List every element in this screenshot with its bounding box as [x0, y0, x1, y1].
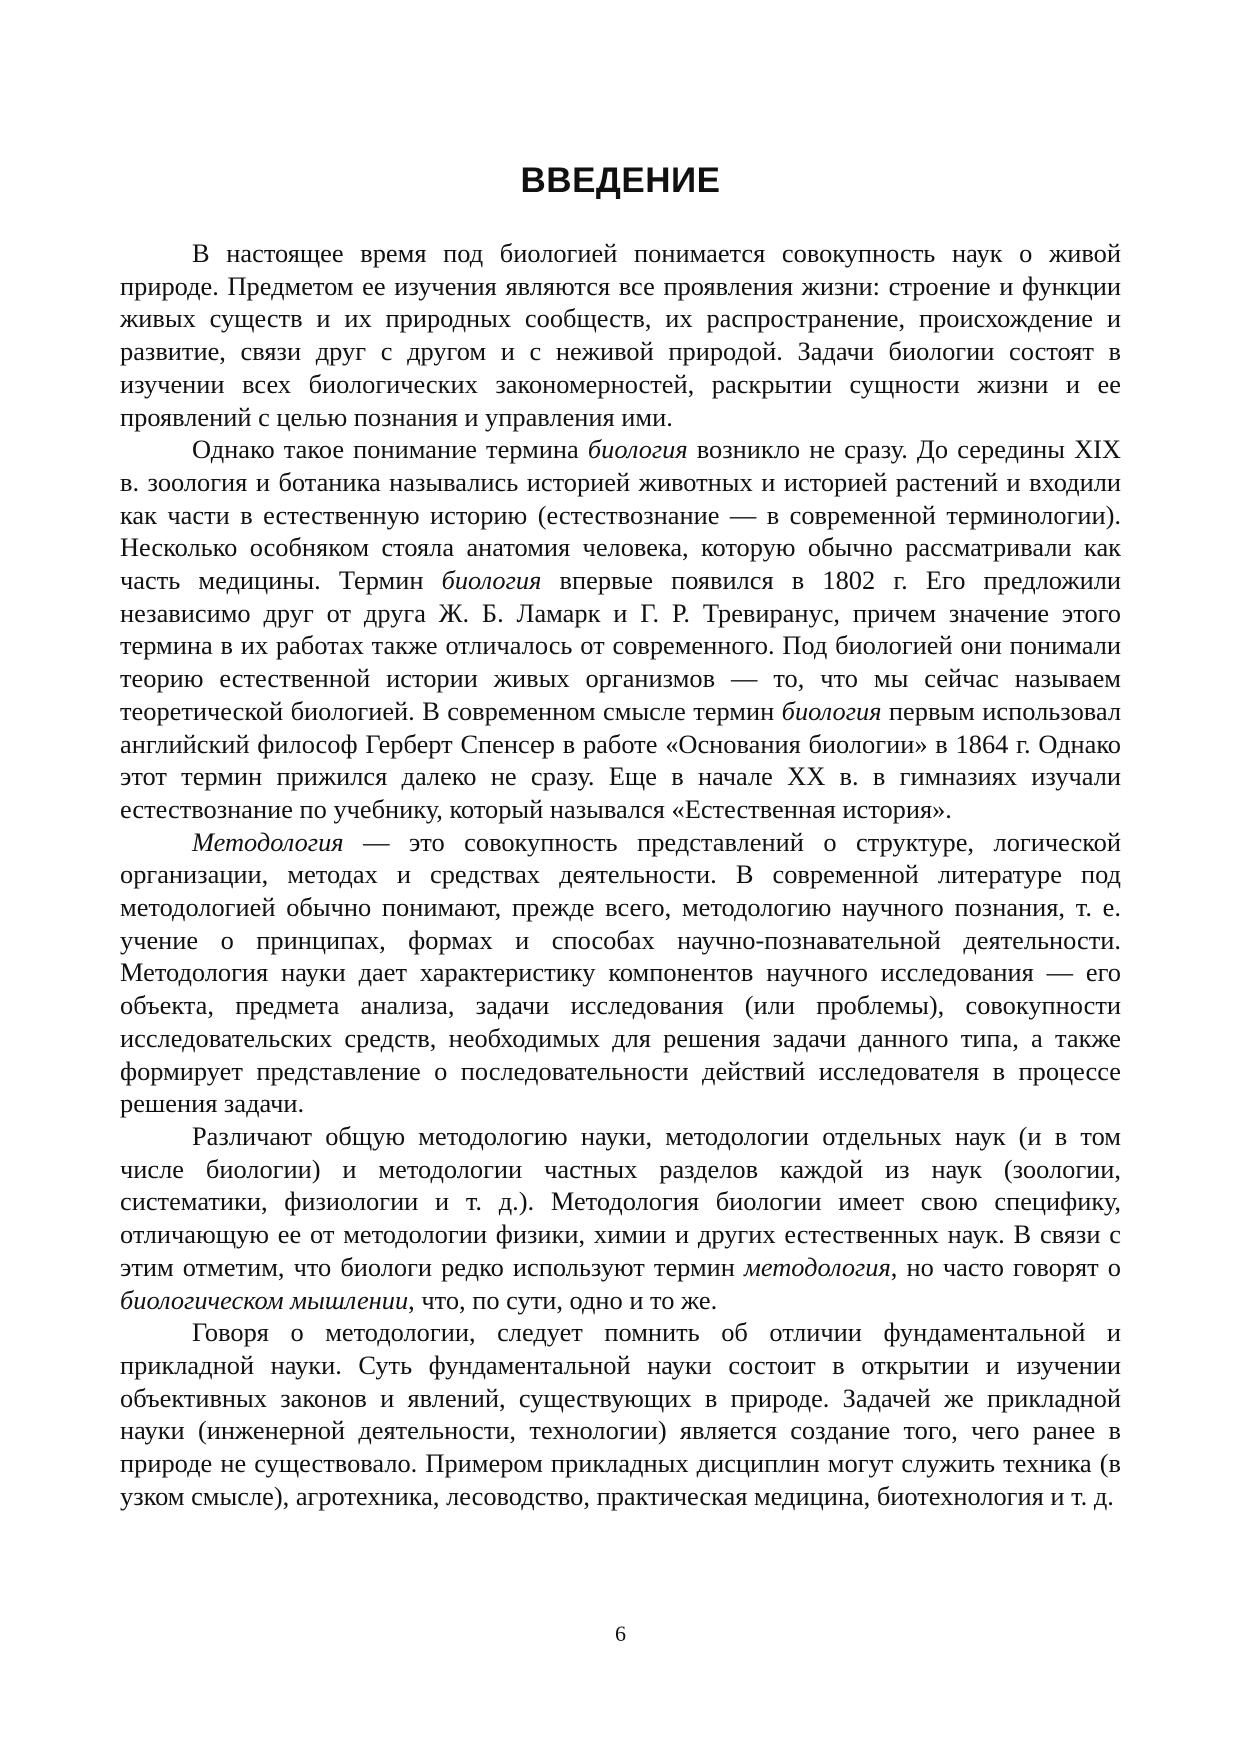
paragraph: [120, 826, 1121, 1120]
paragraph: [120, 1316, 1121, 1512]
paragraph: [120, 237, 1121, 433]
text-run: В настоящее время под биологией понимается совокупность наук о живой природе. Предметом ее изучения являются все проявления жизни: строение и функции живых существ и их природных сообществ, их распространение, происхождение и развитие, связи друг с другом и с неживой природой. Задачи биологии состоят в изучении всех биологических закономерностей, раскрытии сущности жизни и ее проявлений с целью познания и управления ими.: [120, 238, 1121, 432]
text-run: Различают общую методологию науки, методологии отдельных наук (и в том числе биологии) и методологии частных разделов каждой из наук (зоологии, систематики, физиологии и т. д.). Методология биологии имеет свою специфику, отличающую ее от методологии физики, химии и других естественных наук. В связи с этим отметим, что биологи редко используют термин: [120, 1120, 1121, 1282]
text-run: возникло не сразу. До середины XIX в. зоология и ботаника назывались историей животных и историей растений и входили как части в естественную историю (естествознание — в современной терминологии). Несколько особняком стояла анатомия человека, которую обычно рассматривали как часть медицины. Термин: [120, 434, 1121, 596]
paragraph: [120, 1120, 1121, 1316]
text-run: , что, по сути, одно и то же.: [408, 1284, 718, 1315]
text-run: Однако такое понимание термина: [192, 434, 588, 465]
italic-term: Методология: [192, 826, 344, 857]
text-run: Говоря о методологии, следует помнить об отличии фундаментальной и прикладной науки. Суть фундаментальной науки состоит в открытии и изучении объективных законов и явлений, существующих в природе. Задачей же прикладной науки (инженерной деятельности, технологии) является создание того, чего ранее в природе не существовало. Примером прикладных дисциплин могут служить техника (в узком смысле), агротехника, лесоводство, практическая медицина, биотехнология и т. д.: [120, 1317, 1121, 1511]
paragraph: [120, 433, 1121, 825]
italic-term: биологическом мышлении: [120, 1284, 409, 1315]
italic-term: биология: [587, 434, 688, 465]
page-number: 6: [615, 1621, 626, 1646]
italic-term: методология: [743, 1251, 891, 1282]
italic-term: биология: [441, 565, 542, 596]
italic-term: биология: [781, 695, 882, 726]
text-run: , но часто говорят о: [890, 1251, 1121, 1282]
body-text: [120, 237, 1121, 1512]
text-run: впервые появился в 1802 г. Его предложили независимо друг от друга Ж. Б. Ламарк и Г. Р. Тревиранус, причем значение этого термина в их работах также отличалось от современного. Под биологией они понимали теорию естественной истории живых организмов — то, что мы сейчас называем теоретической биологией. В современном смысле термин: [120, 565, 1121, 726]
page-title: ВВЕДЕНИЕ: [520, 161, 721, 200]
document-page: [120, 0, 1121, 1755]
text-run: — это совокупность представлений о структуре, логической организации, методах и средствах деятельности. В современной литературе под методологией обычно понимают, прежде всего, методологию научного познания, т. е. учение о принципах, формах и способах научно-познавательной деятельности. Методология науки дает характеристику компонентов научного исследования — его объекта, предмета анализа, задачи исследования (или проблемы), совокупности исследовательских средств, необходимых для решения задачи данного типа, а также формирует представление о последовательности действий исследователя в процессе решения задачи.: [120, 826, 1121, 1119]
text-run: первым использовал английский философ Герберт Спенсер в работе «Основания биологии» в 1864 г. Однако этот термин прижился далеко не сразу. Еще в начале XX в. в гимназиях изучали естествознание по учебнику, который назывался «Естественная история».: [120, 695, 1121, 824]
